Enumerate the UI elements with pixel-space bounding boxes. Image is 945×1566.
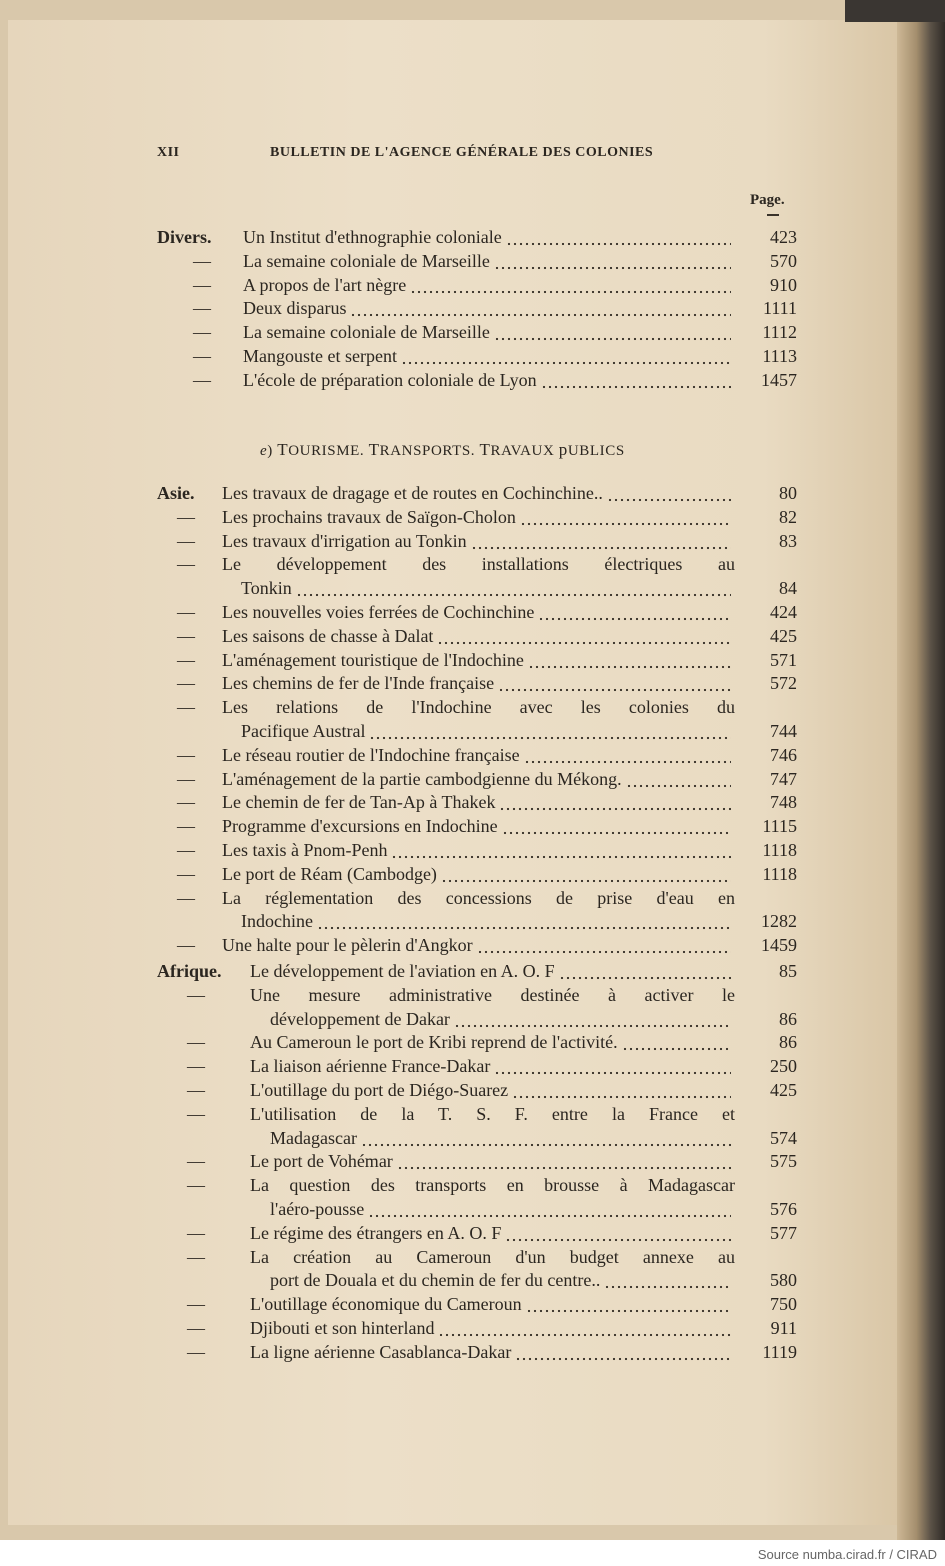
entry-title: [243, 226, 735, 250]
ditto-dash: —: [177, 839, 195, 860]
toc-entry-line: [157, 649, 797, 673]
ditto-dash: —: [193, 345, 211, 366]
entry-title: [222, 601, 735, 625]
toc-entry-line: [157, 1246, 797, 1270]
entry-title-text: L'outillage du port de Diégo-Suarez: [250, 1079, 509, 1100]
dot-leader: [494, 321, 731, 345]
toc-entry-line: [157, 960, 797, 984]
entry-page-number: 748: [770, 792, 797, 813]
entry-page-number: 1115: [762, 816, 797, 837]
ditto-dash: —: [177, 530, 195, 551]
ditto-dash: —: [193, 369, 211, 390]
ditto-dash: —: [187, 1056, 205, 1077]
dot-leader: [296, 577, 731, 601]
running-title: BULLETIN DE L'AGENCE GÉNÉRALE DES COLONIES: [270, 145, 654, 160]
toc-entry-line: [157, 1150, 797, 1174]
entry-title: [250, 1055, 735, 1079]
entry-title-text: L'aménagement touristique de l'Indochine: [222, 649, 524, 670]
entry-title: [222, 625, 735, 649]
entry-page-number: 575: [770, 1151, 797, 1172]
entry-title: [222, 839, 735, 863]
ditto-dash: —: [177, 625, 195, 646]
entry-title-text: Les saisons de chasse à Dalat: [222, 625, 434, 646]
entry-page-number: 80: [779, 483, 797, 503]
entry-title-text: La liaison aérienne France-Dakar: [250, 1056, 491, 1077]
ditto-dash: —: [193, 322, 211, 343]
entry-title: [241, 720, 735, 744]
entry-title-text: L'école de préparation coloniale de Lyon: [243, 369, 537, 390]
region-label: Afrique.: [157, 961, 222, 981]
entry-title-first-line: L'utilisation de la T. S. F. entre la France et: [250, 1103, 735, 1124]
entry-title-text: A propos de l'art nègre: [243, 274, 407, 295]
ditto-dash: —: [177, 792, 195, 813]
ditto-dash: —: [177, 697, 195, 718]
dot-leader: [541, 369, 731, 393]
entry-title-text: Pacifique Austral: [241, 720, 366, 741]
entry-page-number: 580: [770, 1270, 797, 1291]
book-binding: [897, 0, 945, 1540]
entry-title-first-line: La création au Cameroun d'un budget annexe au: [250, 1246, 735, 1267]
dot-leader: [397, 1150, 731, 1174]
entry-page-number: 86: [779, 1008, 797, 1029]
dot-leader: [498, 672, 731, 696]
dot-leader: [520, 506, 731, 530]
entry-title-text: Une halte pour le pèlerin d'Angkor: [222, 935, 473, 956]
toc-entry-line: [157, 1127, 797, 1151]
entry-title-text: Les travaux d'irrigation au Tonkin: [222, 530, 467, 551]
toc-entry-line: [157, 934, 797, 958]
ditto-dash: —: [177, 601, 195, 622]
entry-title: [222, 744, 735, 768]
dot-leader: [477, 934, 731, 958]
entry-title-text: Les prochains travaux de Saïgon-Cholon: [222, 506, 516, 527]
entry-page-number: 1119: [762, 1341, 797, 1362]
entry-page-number: 425: [770, 625, 797, 646]
entry-title-text: Indochine: [241, 911, 313, 932]
entry-title-first-line: Le développement des installations électriques au: [222, 554, 735, 575]
entry-title: [243, 274, 735, 298]
ditto-dash: —: [187, 1317, 205, 1338]
ditto-dash: —: [187, 1079, 205, 1100]
toc-entry-line: [157, 345, 797, 369]
entry-page-number: 577: [770, 1222, 797, 1243]
toc-entry-line: [157, 984, 797, 1008]
entry-title-text: Djibouti et son hinterland: [250, 1317, 435, 1338]
toc-entry-line: [157, 1008, 797, 1032]
toc-entry-line: [157, 696, 797, 720]
entry-title: [243, 321, 735, 345]
entry-page-number: 910: [770, 274, 797, 295]
toc-entry-line: [157, 1317, 797, 1341]
entry-title: [222, 934, 735, 958]
ditto-dash: —: [187, 1246, 205, 1267]
entry-title: [250, 1222, 735, 1246]
entry-page-number: 424: [770, 601, 797, 622]
toc-entry-line: [157, 506, 797, 530]
entry-page-number: 86: [779, 1032, 797, 1053]
section-afrique: [157, 960, 797, 1365]
entry-title-text: Deux disparus: [243, 298, 347, 319]
ditto-dash: —: [187, 1103, 205, 1124]
entry-title-text: développement de Dakar: [270, 1008, 450, 1029]
toc-entry-line: [157, 720, 797, 744]
source-credit: Source numba.cirad.fr / CIRAD: [757, 1547, 937, 1562]
toc-entry-line: [157, 672, 797, 696]
heading-letter: e: [260, 443, 268, 459]
ditto-dash: —: [187, 1175, 205, 1196]
section-heading: e) TOURISME. TRANSPORTS. TRAVAUX pUBLICS: [260, 440, 625, 459]
entry-title-text: Le port de Réam (Cambodge): [222, 863, 437, 884]
toc-entry-line: [157, 530, 797, 554]
toc-entry-line: [157, 625, 797, 649]
entry-page-number: 85: [779, 961, 797, 981]
dot-leader: [528, 649, 731, 673]
dot-leader: [607, 482, 731, 506]
dot-leader: [454, 1008, 731, 1032]
entry-page-number: 250: [770, 1056, 797, 1077]
dot-leader: [512, 1079, 731, 1103]
toc-entry-line: [157, 744, 797, 768]
dot-leader: [369, 720, 731, 744]
toc-entry-line: [157, 1293, 797, 1317]
ditto-dash: —: [177, 673, 195, 694]
toc-entry-line: [157, 791, 797, 815]
dot-leader: [502, 815, 731, 839]
entry-title-text: Le chemin de fer de Tan-Ap à Thakek: [222, 792, 496, 813]
entry-title: [270, 1127, 735, 1151]
ditto-dash: —: [177, 554, 195, 575]
region-label: Divers.: [157, 227, 212, 247]
toc-entry-line: [157, 1341, 797, 1365]
entry-title-first-line: La question des transports en brousse à Madagascar: [250, 1175, 735, 1196]
ditto-dash: —: [177, 649, 195, 670]
dot-leader: [391, 839, 731, 863]
ditto-dash: —: [177, 816, 195, 837]
entry-title: [243, 369, 735, 393]
entry-title-text: Le port de Vohémar: [250, 1151, 393, 1172]
entry-title-text: L'outillage économique du Cameroun: [250, 1294, 522, 1315]
ditto-dash: —: [187, 1341, 205, 1362]
toc-entry-line: [157, 1055, 797, 1079]
entry-title: [243, 345, 735, 369]
toc-entry-line: [157, 839, 797, 863]
region-label: Asie.: [157, 483, 195, 503]
entry-page-number: 1111: [763, 298, 797, 319]
page-column-rule: [767, 214, 779, 216]
dot-leader: [526, 1293, 731, 1317]
toc-entry-line: [157, 1269, 797, 1293]
entry-title-text: Au Cameroun le port de Kribi reprend de l'activité.: [250, 1032, 618, 1053]
entry-title-text: Le développement de l'aviation en A. O. F: [250, 961, 555, 981]
dot-leader: [604, 1269, 731, 1293]
entry-title-text: La semaine coloniale de Marseille: [243, 250, 490, 271]
entry-page-number: 1112: [762, 322, 797, 343]
section-asie: [157, 482, 797, 958]
ditto-dash: —: [177, 863, 195, 884]
entry-title: [222, 768, 735, 792]
entry-page-number: 911: [770, 1317, 797, 1338]
toc-entry-line: [157, 1103, 797, 1127]
entry-page-number: 1113: [762, 345, 797, 366]
ditto-dash: —: [187, 1222, 205, 1243]
scan-edge: [845, 0, 945, 22]
entry-title: [250, 1293, 735, 1317]
dot-leader: [361, 1127, 731, 1151]
dot-leader: [437, 625, 731, 649]
dot-leader: [524, 744, 731, 768]
toc-entry-line: [157, 274, 797, 298]
dot-leader: [622, 1031, 731, 1055]
entry-title: [222, 815, 735, 839]
toc-entry-line: [157, 321, 797, 345]
entry-page-number: 744: [770, 720, 797, 741]
entry-title-text: Programme d'excursions en Indochine: [222, 816, 498, 837]
dot-leader: [350, 297, 731, 321]
dot-leader: [317, 910, 731, 934]
entry-title-text: Madagascar: [270, 1127, 357, 1148]
entry-title: [222, 863, 735, 887]
toc-entry-line: [157, 768, 797, 792]
toc-entry-line: [157, 1174, 797, 1198]
toc-entry-line: [157, 601, 797, 625]
entry-title-text: Le réseau routier de l'Indochine française: [222, 744, 520, 765]
entry-title-text: Tonkin: [241, 578, 292, 599]
entry-title: [222, 506, 735, 530]
entry-title-text: Mangouste et serpent: [243, 345, 397, 366]
entry-page-number: 1457: [761, 369, 797, 390]
entry-title-first-line: La réglementation des concessions de prise d'eau en: [222, 887, 735, 908]
entry-page-number: 574: [770, 1127, 797, 1148]
ditto-dash: —: [177, 768, 195, 789]
dot-leader: [515, 1341, 731, 1365]
dot-leader: [494, 1055, 731, 1079]
entry-title: [250, 1150, 735, 1174]
toc-entry-line: [157, 863, 797, 887]
ditto-dash: —: [177, 506, 195, 527]
dot-leader: [441, 863, 731, 887]
entry-title-first-line: Une mesure administrative destinée à activer le: [250, 984, 735, 1005]
entry-title-text: Les chemins de fer de l'Inde française: [222, 673, 495, 694]
dot-leader: [499, 791, 731, 815]
entry-page-number: 1118: [762, 863, 797, 884]
entry-page-number: 750: [770, 1294, 797, 1315]
entry-page-number: 423: [770, 227, 797, 247]
dot-leader: [494, 250, 731, 274]
entry-page-number: 84: [779, 578, 797, 599]
dot-leader: [538, 601, 731, 625]
toc-entry-line: [157, 553, 797, 577]
page-column-label: Page.: [750, 192, 785, 208]
ditto-dash: —: [187, 984, 205, 1005]
ditto-dash: —: [177, 935, 195, 956]
entry-title: [270, 1198, 735, 1222]
dot-leader: [401, 345, 731, 369]
entry-title: [222, 791, 735, 815]
toc-entry-line: [157, 369, 797, 393]
ditto-dash: —: [193, 298, 211, 319]
entry-page-number: 570: [770, 250, 797, 271]
entry-title: [270, 1008, 735, 1032]
entry-title: [250, 1031, 735, 1055]
toc-entry-line: [157, 482, 797, 506]
entry-page-number: 425: [770, 1079, 797, 1100]
dot-leader: [626, 768, 731, 792]
entry-title-text: Les taxis à Pnom-Penh: [222, 839, 388, 860]
ditto-dash: —: [187, 1151, 205, 1172]
entry-title-text: Les nouvelles voies ferrées de Cochinchine: [222, 601, 535, 622]
entry-page-number: 571: [770, 649, 797, 670]
entry-title: [222, 649, 735, 673]
entry-title-text: La semaine coloniale de Marseille: [243, 322, 490, 343]
dot-leader: [438, 1317, 731, 1341]
entry-title: [250, 1341, 735, 1365]
entry-title-text: Un Institut d'ethnographie coloniale: [243, 227, 502, 247]
entry-title: [241, 910, 735, 934]
entry-title: [222, 672, 735, 696]
ditto-dash: —: [187, 1032, 205, 1053]
toc-entry-line: [157, 250, 797, 274]
entry-page-number: 747: [770, 768, 797, 789]
dot-leader: [368, 1198, 731, 1222]
ditto-dash: —: [187, 1294, 205, 1315]
dot-leader: [506, 226, 731, 250]
entry-title: [250, 1317, 735, 1341]
entry-page-number: 1282: [761, 911, 797, 932]
entry-title-text: L'aménagement de la partie cambodgienne du Mékong.: [222, 768, 622, 789]
entry-title: [243, 250, 735, 274]
entry-page-number: 572: [770, 673, 797, 694]
ditto-dash: —: [193, 274, 211, 295]
entry-page-number: 576: [770, 1198, 797, 1219]
page-number: XII: [157, 145, 180, 160]
entry-title: [241, 577, 735, 601]
entry-page-number: 1118: [762, 839, 797, 860]
entry-title: [250, 1079, 735, 1103]
entry-title: [270, 1269, 735, 1293]
entry-title: [250, 960, 735, 984]
toc-entry-line: [157, 815, 797, 839]
toc-entry-line: [157, 887, 797, 911]
entry-title: [222, 482, 735, 506]
toc-entry-line: [157, 577, 797, 601]
entry-page-number: 746: [770, 744, 797, 765]
entry-title-text: port de Douala et du chemin de fer du centre..: [270, 1270, 601, 1291]
entry-page-number: 1459: [761, 935, 797, 956]
dot-leader: [410, 274, 731, 298]
toc-entry-line: [157, 910, 797, 934]
entry-title-text: l'aéro-pousse: [270, 1198, 365, 1219]
entry-title: [243, 297, 735, 321]
ditto-dash: —: [177, 887, 195, 908]
dot-leader: [559, 960, 731, 984]
ditto-dash: —: [177, 744, 195, 765]
toc-entry-line: [157, 1031, 797, 1055]
entry-page-number: 82: [779, 506, 797, 527]
entry-title: [222, 530, 735, 554]
entry-page-number: 83: [779, 530, 797, 551]
entry-title-first-line: Les relations de l'Indochine avec les colonies du: [222, 697, 735, 718]
dot-leader: [505, 1222, 731, 1246]
entry-title-text: Les travaux de dragage et de routes en Cochinchine..: [222, 483, 603, 503]
toc-entry-line: [157, 1198, 797, 1222]
toc-entry-line: [157, 1222, 797, 1246]
section-divers: [157, 226, 797, 393]
entry-title-text: Le régime des étrangers en A. O. F: [250, 1222, 502, 1243]
toc-entry-line: [157, 226, 797, 250]
toc-entry-line: [157, 297, 797, 321]
ditto-dash: —: [193, 250, 211, 271]
entry-title-text: La ligne aérienne Casablanca-Dakar: [250, 1341, 512, 1362]
heading-text: TOURISME. TRANSPORTS. TRAVAUX pUBLICS: [277, 440, 625, 459]
dot-leader: [471, 530, 731, 554]
toc-entry-line: [157, 1079, 797, 1103]
